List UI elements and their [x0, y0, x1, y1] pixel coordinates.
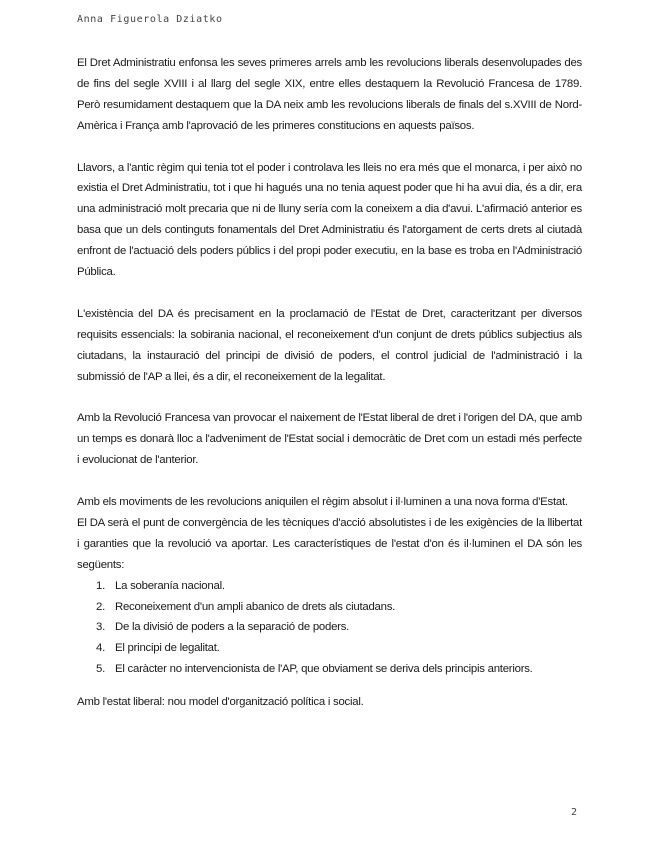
list-item-text: De la divisió de poders a la separació de poders.: [115, 621, 350, 634]
document-body: [77, 53, 582, 713]
list-item-text: El caràcter no intervencionista de l'AP, que obviament se deriva dels principis anteriors.: [115, 663, 533, 676]
list-item: [96, 638, 582, 659]
page-header-author: Anna Figuerola Dziatko: [77, 14, 223, 25]
page-number: 2: [571, 807, 578, 818]
list-item-text: El principi de legalitat.: [115, 642, 220, 655]
paragraph-ancien-regime: Llavors, a l'antic règim qui tenia tot el poder i controlava les lleis no era més que el monarca, i per això no existia el Dret Administratiu, tot i que hi hagués una no tenia aquest poder que hi ha avui dia, és a dir, era una administració molt precaria que ni de lluny sería com la coneixem a dia d'avui. L'afirmació anterior es basa que un dels continguts fonamentals del Dret Administratiu és l'atorgament de certs drets al ciutadà enfront de l'actuació dels poders públics i del propi poder executiu, en la base es troba en l'Administració Pública.: [77, 161, 582, 279]
list-item-text: La soberanía nacional.: [115, 579, 225, 592]
paragraph-origins: El Dret Administratiu enfonsa les seves primeres arrels amb les revolucions liberals desenvolupades des de fins del segle XVIII i al llarg del segle XIX, entre elles destaquem la Revolució Francesa de 1789. Però resumidament destaquem que la DA neix amb les revolucions liberals de finals del s.XVIII de Nord-Amèrica i França amb l'aprovació de les primeres constitucions en aquests països.: [77, 57, 582, 132]
list-item: [96, 617, 582, 638]
paragraph-french-revolution: Amb la Revolució Francesa van provocar el naixement de l'Estat liberal de dret i l'origen del DA, que amb un temps es donarà lloc a l'adveniment de l'Estat social i democràtic de Dret com un estadi més perfecte i evolucionat de l'anterior.: [77, 412, 582, 467]
characteristics-list: [77, 576, 582, 681]
list-item-number: 1.: [96, 579, 105, 592]
paragraph-rule-of-law: L'existència del DA és precisament en la proclamació de l'Estat de Dret, caracteritzant per diversos requisits essencials: la sobirania nacional, el reconeixement d'un conjunt de drets públics subjectius als ciutadans, la instauració del principi de divisió de poders, el control judicial de l'administració i la submissió de l'AP a llei, és a dir, el reconeixement de la legalitat.: [77, 307, 582, 383]
list-item-number: 3.: [96, 621, 105, 634]
paragraph-revolutionary-movements: Amb els moviments de les revolucions aniquilen el règim absolut i il·luminen a una nova forma d'Estat.: [77, 495, 568, 508]
list-item-text: Reconeixement d'un ampli abanico de drets als ciutadans.: [115, 600, 396, 613]
list-item: [96, 576, 582, 597]
list-item-number: 4.: [96, 642, 105, 655]
list-item: [96, 659, 582, 680]
paragraph-convergence: El DA serà el punt de convergència de les tècniques d'acció absolutistes i de les exigències de la llibertat i garanties que la revolució va aportar. Les característiques de l'estat d'on és il·luminen el DA són les següents:: [77, 516, 582, 571]
list-item-number: 2.: [96, 600, 105, 613]
paragraph-liberal-state: Amb l'estat liberal: nou model d'organització política i social.: [77, 696, 364, 709]
list-item-number: 5.: [96, 663, 105, 676]
list-item: [96, 597, 582, 618]
